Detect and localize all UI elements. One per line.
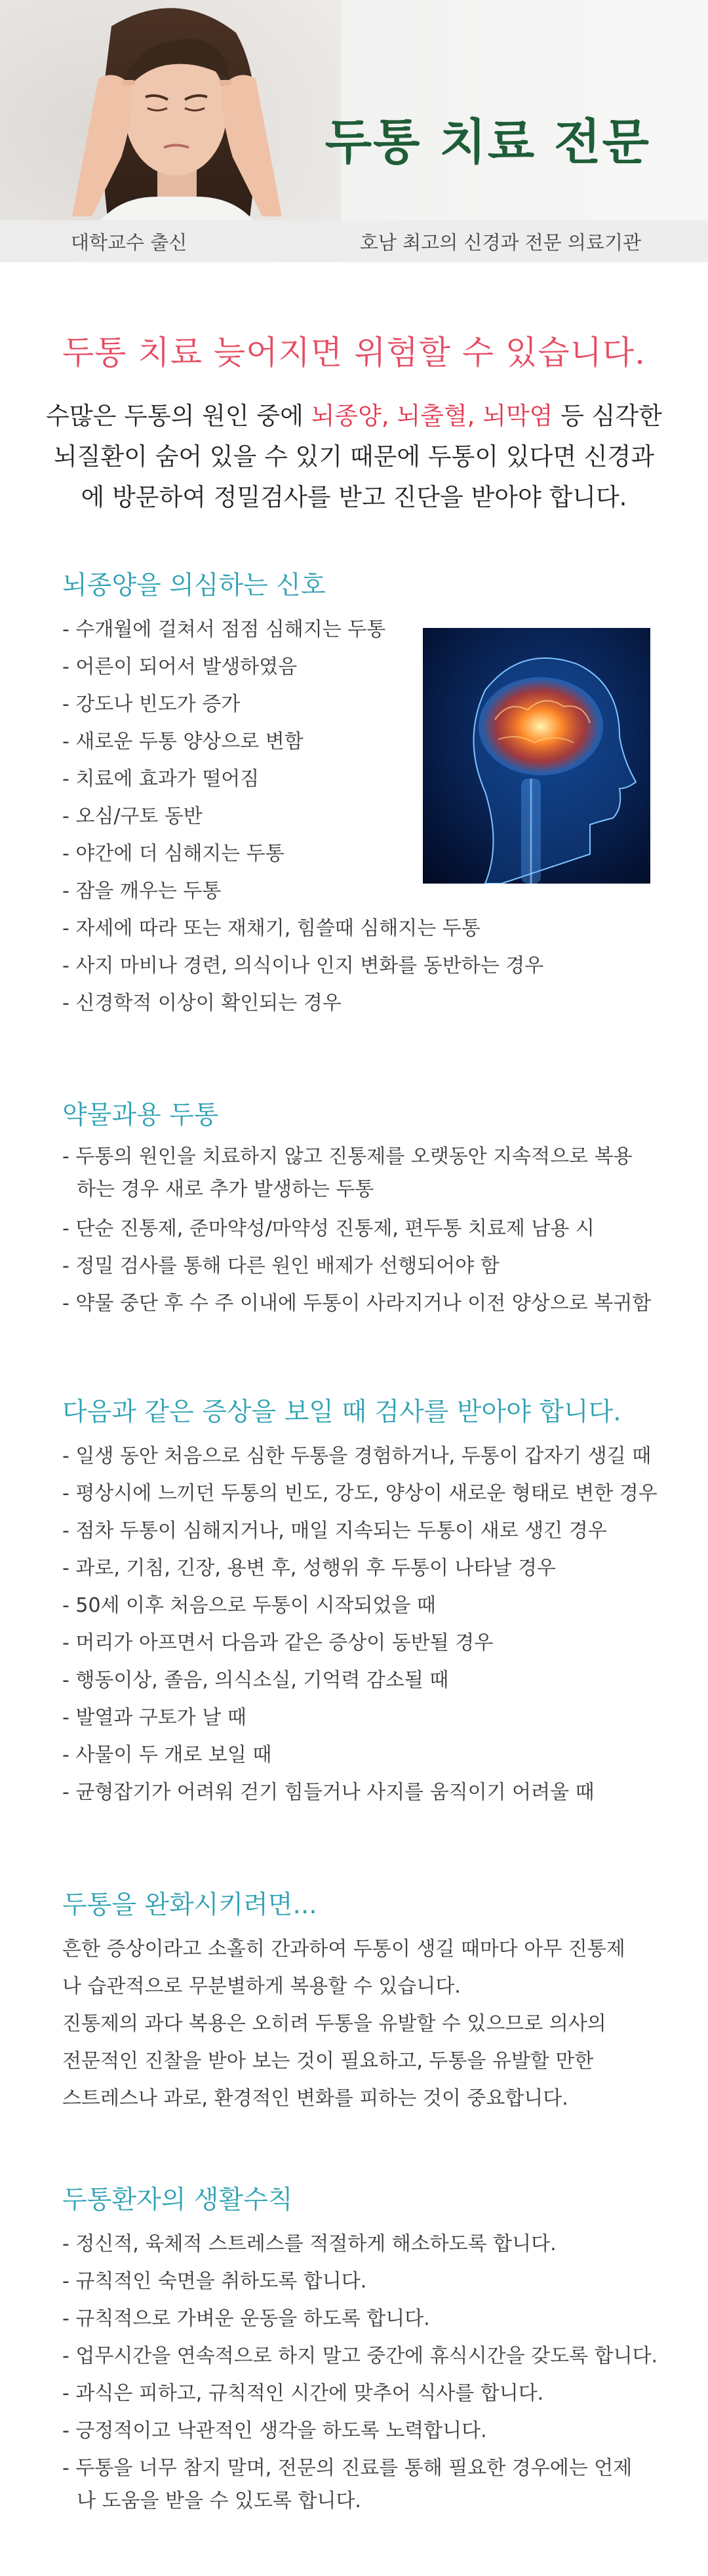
intro-line3: 에 방문하여 정밀검사를 받고 진단을 받아야 합니다. bbox=[81, 483, 627, 511]
list-item: - 오심/구토 동반 bbox=[62, 805, 203, 828]
list-item: - 균형잡기가 어려워 걷기 힘들거나 사지를 움직이기 어려울 때 bbox=[62, 1781, 595, 1804]
list-item: - 강도나 빈도가 증가 bbox=[62, 693, 241, 716]
list-item: - 긍정적이고 낙관적인 생각을 하도록 노력합니다. bbox=[62, 2419, 487, 2442]
medication-overuse-title: 약물과용 두통 bbox=[62, 1101, 219, 1130]
intro-paragraph bbox=[0, 396, 708, 518]
list-item-continuation: 나 도움을 받을 수 있도록 합니다. bbox=[77, 2489, 361, 2512]
intro-highlight-diseases: 뇌종양, 뇌출혈, 뇌막염 bbox=[311, 402, 553, 430]
list-item: - 일생 동안 처음으로 심한 두통을 경험하거나, 두통이 갑자기 생길 때 bbox=[62, 1445, 652, 1468]
warning-heading: 두통 치료 늦어지면 위험할 수 있습니다. bbox=[62, 334, 646, 372]
list-item: - 사지 마비나 경련, 의식이나 인지 변화를 동반하는 경우 bbox=[62, 954, 544, 977]
list-item bbox=[62, 1141, 652, 1206]
patient-rules-list bbox=[62, 2225, 658, 2518]
list-item: - 치료에 효과가 떨어짐 bbox=[62, 768, 260, 790]
list-item: - 야간에 더 심해지는 두통 bbox=[62, 842, 285, 865]
tumor-signs-title: 뇌종양을 의심하는 신호 bbox=[62, 571, 326, 600]
list-item-continuation: 하는 경우 새로 추가 발생하는 두통 bbox=[77, 1178, 374, 1201]
headache-relief-title: 두통을 완화시키려면... bbox=[62, 1890, 317, 1920]
medication-overuse-section bbox=[62, 1095, 652, 1322]
list-item: - 점차 두통이 심해지거나, 매일 지속되는 두통이 새로 생긴 경우 bbox=[62, 1519, 607, 1542]
intro-section bbox=[0, 262, 708, 518]
list-item: - 단순 진통제, 준마약성/마약성 진통제, 편두통 치료제 남용 시 bbox=[62, 1217, 595, 1240]
list-item: - 머리가 아프면서 다음과 같은 증상이 동반될 경우 bbox=[62, 1631, 494, 1654]
list-item: - 어른이 되어서 발생하였음 bbox=[62, 655, 298, 678]
list-item: - 자세에 따라 또는 재채기, 힘쓸때 심해지는 두통 bbox=[62, 917, 481, 940]
brain-xray-image bbox=[423, 628, 650, 884]
patient-rules-title: 두통환자의 생활수칙 bbox=[62, 2185, 293, 2215]
list-item: - 규칙적으로 가벼운 운동을 하도록 합니다. bbox=[62, 2307, 430, 2330]
headache-relief-section bbox=[62, 1884, 652, 2117]
list-item: - 수개월에 걸쳐서 점점 심해지는 두통 bbox=[62, 618, 386, 641]
list-item: - 발열과 구토가 날 때 bbox=[62, 1706, 246, 1729]
list-item: - 평상시에 느끼던 두통의 빈도, 강도, 양상이 새로운 형태로 변한 경우 bbox=[62, 1482, 658, 1505]
intro-line2: 뇌질환이 숨어 있을 수 있기 때문에 두통이 있다면 신경과 bbox=[53, 442, 655, 471]
list-item: - 과식은 피하고, 규칙적인 시간에 맞추어 식사를 합니다. bbox=[62, 2382, 544, 2405]
hero-banner bbox=[0, 0, 708, 262]
list-item: - 잠을 깨우는 두통 bbox=[62, 880, 222, 903]
exam-symptoms-list bbox=[62, 1437, 658, 1811]
list-item: - 정밀 검사를 통해 다른 원인 배제가 선행되어야 함 bbox=[62, 1255, 500, 1278]
intro-line1-end: 등 심각한 bbox=[553, 402, 662, 430]
exam-symptoms-title: 다음과 같은 증상을 보일 때 검사를 받아야 합니다. bbox=[62, 1397, 621, 1427]
relief-line: 나 습관적으로 무분별하게 복용할 수 있습니다. bbox=[62, 1975, 461, 1998]
list-item: - 규칙적인 숙면을 취하도록 합니다. bbox=[62, 2270, 367, 2293]
list-item: - 행동이상, 졸음, 의식소실, 기억력 감소될 때 bbox=[62, 1669, 449, 1692]
list-item: - 과로, 기침, 긴장, 용변 후, 성행위 후 두통이 나타날 경우 bbox=[62, 1557, 556, 1580]
relief-line: 스트레스나 과로, 환경적인 변화를 피하는 것이 중요합니다. bbox=[62, 2087, 568, 2110]
institution-caption: 호남 최고의 신경과 전문 의료기관 bbox=[359, 231, 641, 254]
list-item: - 50세 이후 처음으로 두통이 시작되었을 때 bbox=[62, 1594, 436, 1617]
patient-rules-section bbox=[62, 2179, 658, 2522]
list-item: - 신경학적 이상이 확인되는 경우 bbox=[62, 992, 342, 1015]
list-item-line: - 두통을 너무 참지 말며, 전문의 진료를 통해 필요한 경우에는 언제 bbox=[62, 2457, 633, 2480]
relief-line: 진통제의 과다 복용은 오히려 두통을 유발할 수 있으므로 의사의 bbox=[62, 2012, 606, 2035]
relief-line: 전문적인 진찰을 받아 보는 것이 필요하고, 두통을 유발할 만한 bbox=[62, 2050, 594, 2073]
professor-caption: 대학교수 출신 bbox=[71, 231, 187, 254]
list-item: - 약물 중단 후 수 주 이내에 두통이 사라지거나 이전 양상으로 복귀함 bbox=[62, 1292, 652, 1315]
list-item: - 정신적, 육체적 스트레스를 적절하게 해소하도록 합니다. bbox=[62, 2233, 557, 2255]
list-item-line: - 두통의 원인을 치료하지 않고 진통제를 오랫동안 지속적으로 복용 bbox=[62, 1145, 633, 1168]
relief-paragraph bbox=[62, 1930, 652, 2117]
exam-symptoms-section bbox=[62, 1392, 658, 1811]
list-item: - 새로운 두통 양상으로 변함 bbox=[62, 730, 304, 753]
medication-overuse-list bbox=[62, 1141, 652, 1322]
page-title: 두통 치료 전문 bbox=[324, 114, 650, 170]
hero-caption-bar bbox=[0, 220, 708, 262]
list-item: - 업무시간을 연속적으로 하지 말고 중간에 휴식시간을 갖도록 합니다. bbox=[62, 2345, 658, 2368]
list-item bbox=[62, 2452, 652, 2518]
intro-line1-start: 수많은 두통의 원인 중에 bbox=[46, 402, 311, 430]
relief-line: 흔한 증상이라고 소홀히 간과하여 두통이 생길 때마다 아무 진통제 bbox=[62, 1938, 625, 1961]
list-item: - 사물이 두 개로 보일 때 bbox=[62, 1744, 272, 1766]
